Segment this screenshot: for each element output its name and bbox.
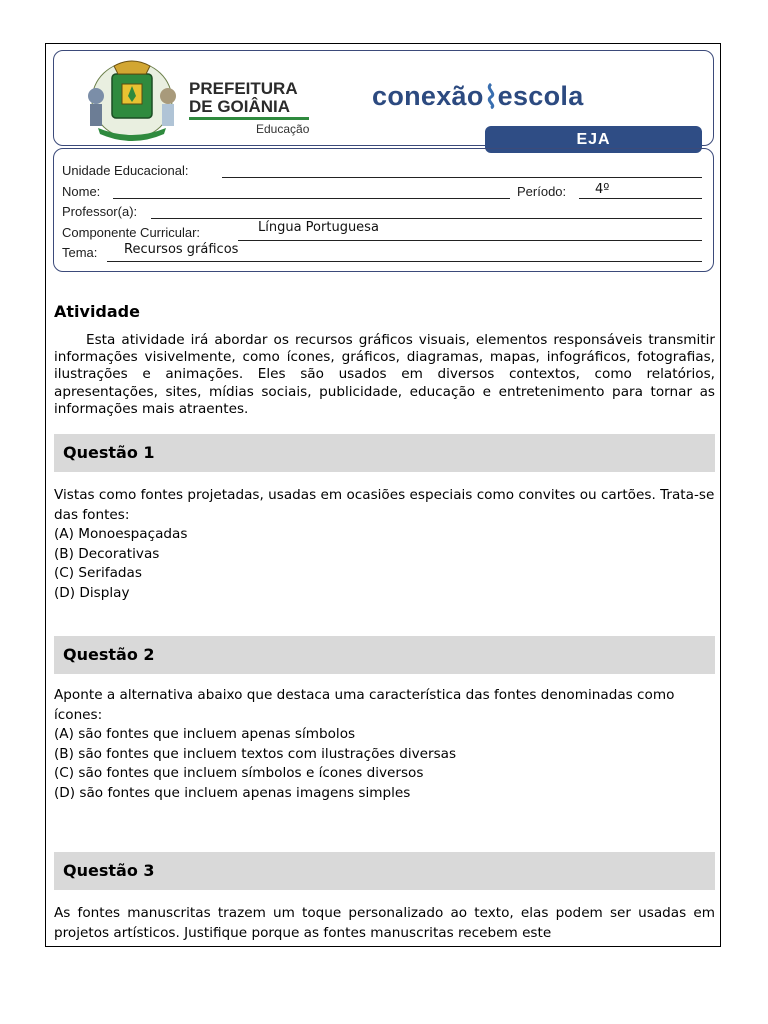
brand-logo: [372, 81, 584, 112]
org-name-line2: DE GOIÂNIA: [189, 97, 291, 116]
tema-field[interactable]: [107, 261, 702, 262]
professor-label: Professor(a):: [62, 204, 138, 219]
question-1-body: [54, 486, 715, 604]
question-3-title: Questão 3: [63, 861, 155, 880]
componente-field[interactable]: [238, 240, 702, 241]
question-1-text: Vistas como fontes projetadas, usadas em ocasiões especiais como convites ou cartões. Trata-se das fontes:: [54, 487, 715, 523]
question-2-option-d[interactable]: (D) são fontes que incluem apenas imagens simples: [54, 784, 411, 801]
question-2-option-a[interactable]: (A) são fontes que incluem apenas símbolos: [54, 726, 356, 743]
tema-label: Tema:: [62, 245, 98, 260]
periodo-field[interactable]: [579, 198, 702, 199]
org-name-line1: PREFEITURA: [189, 79, 298, 98]
question-1-option-b[interactable]: (B) Decorativas: [54, 545, 160, 562]
question-2-option-c[interactable]: (C) são fontes que incluem símbolos e ícones diversos: [54, 765, 424, 782]
question-2-body: [54, 686, 715, 804]
nome-label: Nome:: [62, 184, 101, 199]
coat-of-arms-icon: [78, 56, 186, 142]
question-3-header: [54, 852, 715, 890]
question-1-option-d[interactable]: (D) Display: [54, 584, 130, 601]
question-2-option-b[interactable]: (B) são fontes que incluem textos com ilustrações diversas: [54, 745, 457, 762]
periodo-value: 4º: [595, 182, 610, 197]
tema-value: Recursos gráficos: [124, 242, 239, 257]
componente-label: Componente Curricular:: [62, 225, 201, 240]
nome-field[interactable]: [113, 198, 510, 199]
question-2-header: [54, 636, 715, 674]
question-1-title: Questão 1: [63, 443, 155, 462]
green-divider: [189, 117, 309, 120]
question-2-text: Aponte a alternativa abaixo que destaca uma característica das fontes denominadas como ícones:: [54, 687, 675, 723]
question-2-title: Questão 2: [63, 645, 155, 664]
question-3-text: As fontes manuscritas trazem um toque personalizado ao texto, elas podem ser usadas em projetos artísticos. Justifique porque as fontes manuscritas recebem este: [54, 905, 715, 941]
activity-title: Atividade: [54, 302, 140, 321]
brand-left: conexão: [372, 81, 484, 111]
question-1-option-c[interactable]: (C) Serifadas: [54, 565, 142, 582]
componente-value: Língua Portuguesa: [258, 220, 379, 235]
org-department: Educação: [256, 122, 310, 136]
activity-intro: Esta atividade irá abordar os recursos gráficos visuais, elementos responsáveis transmitir informações visivelmente, como ícones, gráficos, diagramas, mapas, infográficos, fotografias, ilustrações e animações. Eles são usados em diversos contextos, como relatórios, apresentações, sites, mídias sociais, publicidade, educação e entretenimento para tornar as informações mais atraentes.: [54, 332, 715, 417]
brand-link-icon: [484, 81, 498, 112]
unidade-label: Unidade Educacional:: [62, 163, 189, 178]
periodo-label: Período:: [517, 184, 567, 199]
brand-right: escola: [497, 81, 584, 111]
eja-badge: EJA: [485, 126, 702, 153]
worksheet-page: [45, 43, 721, 947]
question-1-option-a[interactable]: (A) Monoespaçadas: [54, 526, 188, 543]
professor-field[interactable]: [151, 218, 702, 219]
unidade-field[interactable]: [222, 177, 702, 178]
question-1-header: [54, 434, 715, 472]
